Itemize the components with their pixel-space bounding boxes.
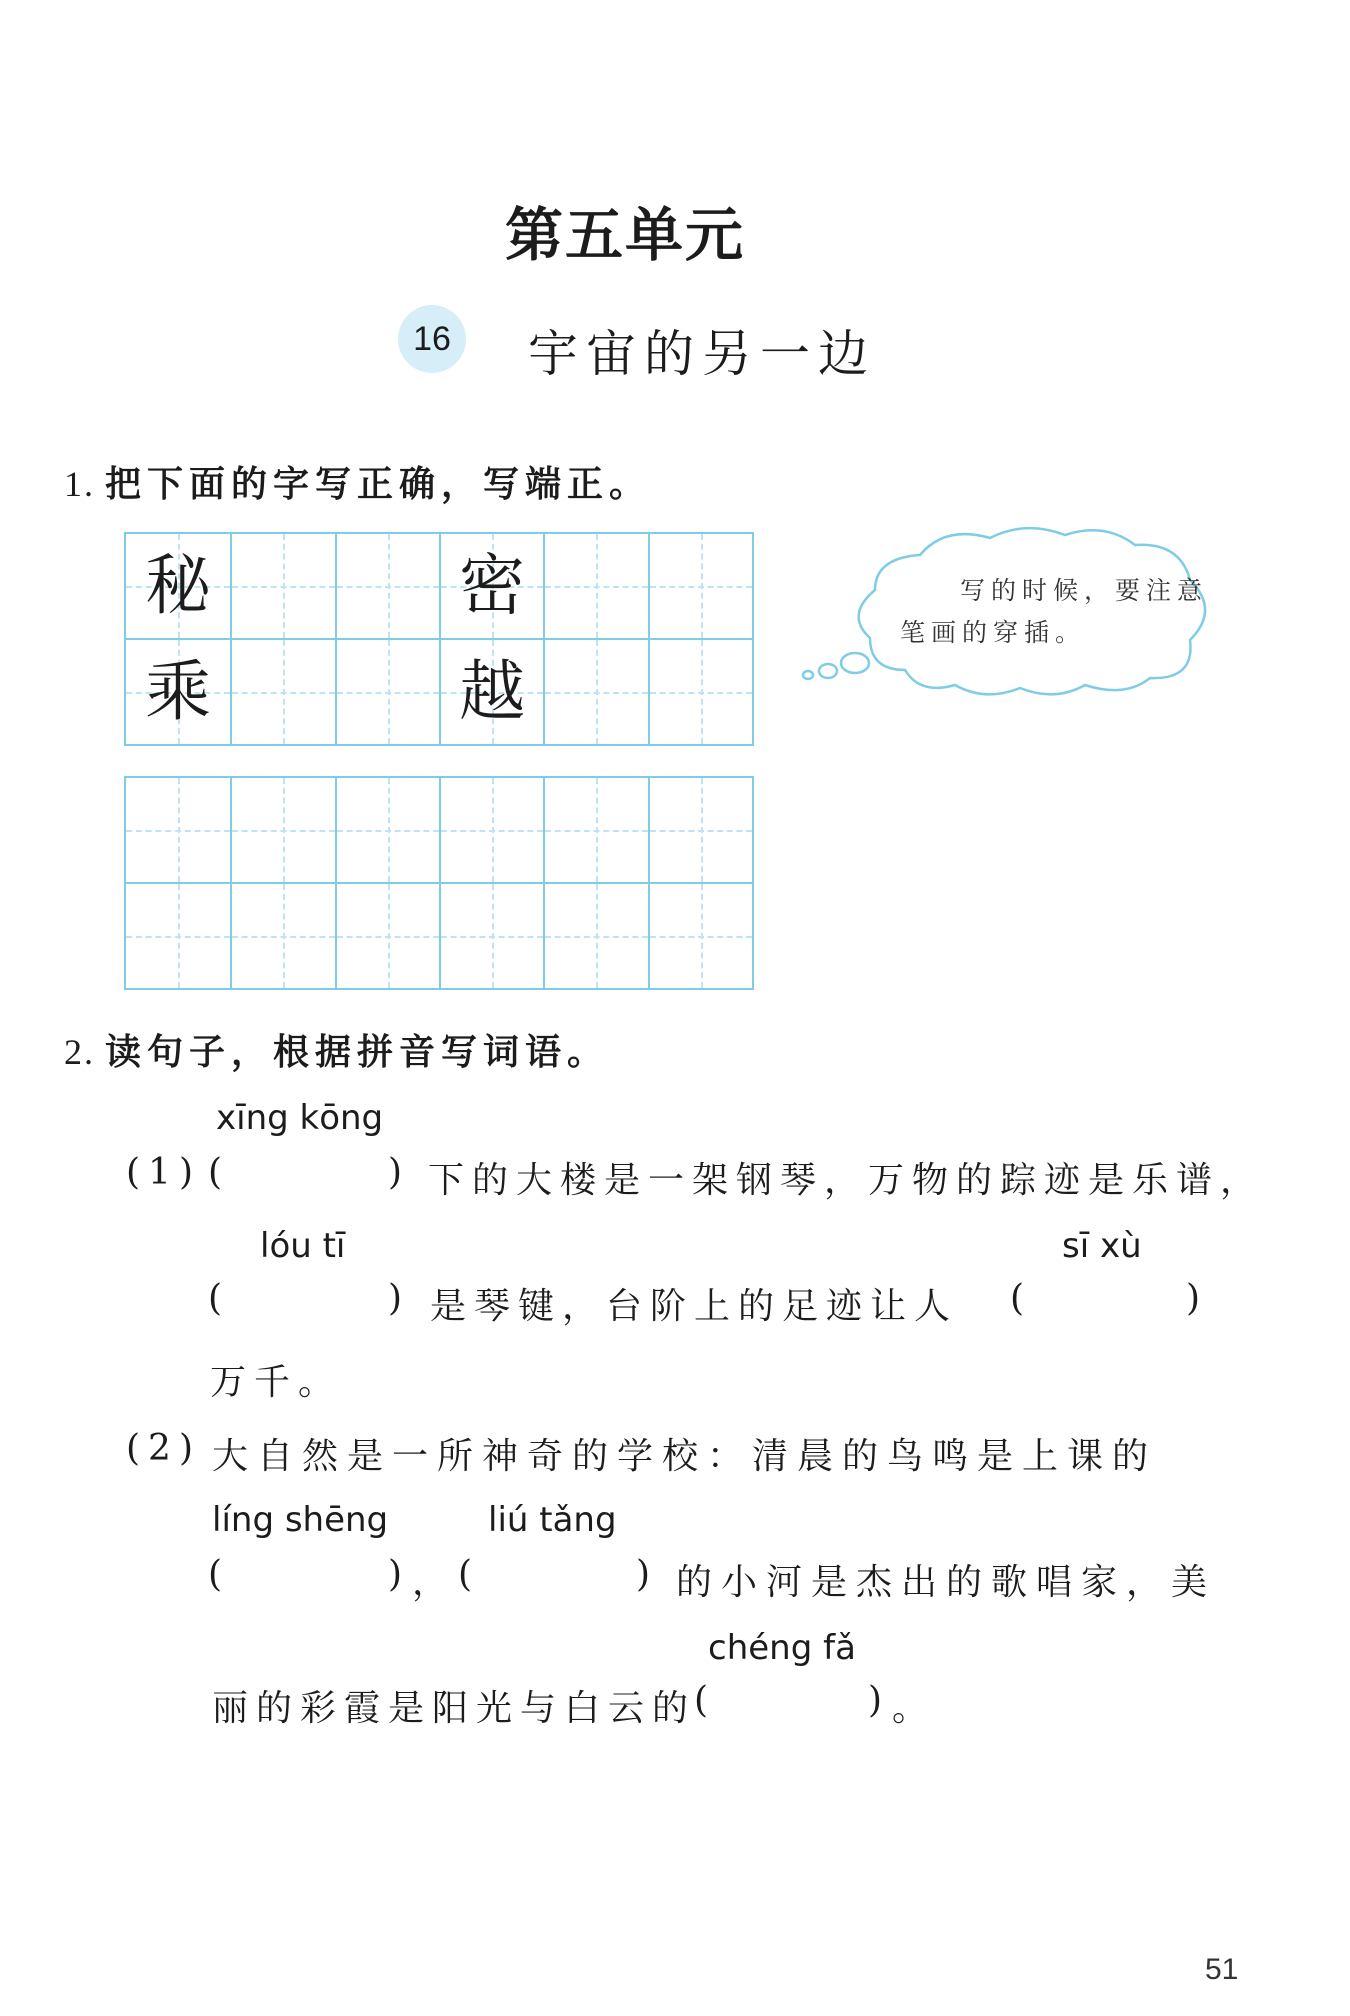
example-char: 乘 <box>145 653 212 730</box>
grid-cell[interactable] <box>335 884 439 988</box>
answer-blank-liutang[interactable] <box>478 1552 628 1598</box>
bubble-dot-large <box>841 653 869 673</box>
grid-cell[interactable] <box>126 884 230 988</box>
grid-row <box>126 882 752 988</box>
grid-cell[interactable] <box>126 778 230 882</box>
grid-row <box>126 534 752 638</box>
sentence-2c: 丽的彩霞是阳光与白云的 <box>212 1688 697 1729</box>
grid-cell[interactable] <box>439 778 543 882</box>
answer-blank-chengfa-close: ) <box>868 1680 883 1721</box>
grid-cell[interactable] <box>543 884 647 988</box>
grid-cell[interactable] <box>335 640 439 744</box>
pinyin-lingsheng: líng shēng <box>212 1500 389 1540</box>
answer-blank-sixu-open: ( <box>1010 1278 1025 1319</box>
page-number: 51 <box>1205 1953 1239 1986</box>
answer-blank-louti-open: ( <box>208 1278 223 1319</box>
answer-blank-xingkong-open: ( <box>208 1152 223 1193</box>
answer-blank-lingsheng-open: ( <box>208 1554 223 1595</box>
answer-blank-chengfa[interactable] <box>714 1678 864 1724</box>
grid-cell <box>439 534 543 638</box>
question-2-prompt: 读句子，根据拼音写词语。 <box>105 1031 610 1073</box>
grid-cell[interactable] <box>230 884 334 988</box>
grid-cell <box>439 640 543 744</box>
answer-blank-sixu[interactable] <box>1030 1276 1180 1322</box>
example-char: 秘 <box>145 547 212 624</box>
grid-cell[interactable] <box>230 534 334 638</box>
grid-cell[interactable] <box>543 778 647 882</box>
grid-cell[interactable] <box>648 640 752 744</box>
pinyin-louti: lóu tī <box>260 1226 346 1266</box>
example-char: 越 <box>459 653 526 730</box>
writing-grid-example <box>124 532 754 746</box>
answer-blank-chengfa-open: ( <box>694 1680 709 1721</box>
grid-cell[interactable] <box>230 778 334 882</box>
answer-blank-liutang-open: ( <box>458 1554 473 1595</box>
grid-cell[interactable] <box>648 534 752 638</box>
grid-cell[interactable] <box>543 640 647 744</box>
sentence-1b: 是琴键，台阶上的足迹让人 <box>430 1286 959 1327</box>
grid-cell[interactable] <box>335 778 439 882</box>
lesson-title: 宇宙的另一边 <box>528 325 876 383</box>
item-1-label: (1) <box>126 1152 201 1193</box>
grid-cell[interactable] <box>648 884 752 988</box>
answer-blank-sixu-close: ) <box>1186 1278 1201 1319</box>
grid-row <box>126 778 752 882</box>
grid-cell[interactable] <box>648 778 752 882</box>
answer-blank-lingsheng-close: ) <box>388 1554 403 1595</box>
pinyin-sixu: sī xù <box>1062 1226 1142 1266</box>
answer-blank-xingkong[interactable] <box>228 1150 378 1196</box>
answer-blank-louti-close: ) <box>388 1278 403 1319</box>
unit-title: 第五单元 <box>504 201 745 269</box>
grid-cell[interactable] <box>230 640 334 744</box>
grid-cell[interactable] <box>335 534 439 638</box>
lesson-number-badge: 16 <box>398 305 466 373</box>
bubble-dot-medium <box>819 664 837 678</box>
answer-blank-louti[interactable] <box>228 1276 378 1322</box>
answer-blank-lingsheng[interactable] <box>228 1552 378 1598</box>
pinyin-liutang: liú tǎng <box>488 1500 617 1540</box>
sentence-2b: 的小河是杰出的歌唱家，美 <box>676 1562 1217 1603</box>
answer-blank-liutang-close: ) <box>636 1554 651 1595</box>
bubble-dot-small <box>803 671 813 679</box>
grid-cell[interactable] <box>543 534 647 638</box>
pinyin-chengfa: chéng fǎ <box>708 1628 856 1668</box>
question-1-title <box>64 456 651 507</box>
sentence-2a: 大自然是一所神奇的学校：清晨的鸟鸣是上课的 <box>212 1436 1158 1477</box>
grid-cell[interactable] <box>439 884 543 988</box>
sentence-2b-separator: ， <box>412 1562 457 1603</box>
item-2-label: (2) <box>126 1428 201 1469</box>
answer-blank-xingkong-close: ) <box>388 1152 403 1193</box>
grid-cell <box>126 534 230 638</box>
writing-grid-practice <box>124 776 754 990</box>
example-char: 密 <box>459 547 526 624</box>
sentence-2c-end: 。 <box>892 1688 937 1729</box>
pinyin-xingkong: xīng kōng <box>216 1098 384 1138</box>
question-1-prompt: 把下面的字写正确，写端正。 <box>105 463 652 505</box>
bubble-tip-text: 写的时候，要注意笔画的穿插。 <box>900 576 1209 647</box>
question-2-number: 2. <box>64 1032 95 1072</box>
sentence-1c: 万千。 <box>210 1362 343 1403</box>
question-2-title <box>64 1024 609 1075</box>
grid-cell <box>126 640 230 744</box>
sentence-1a: 下的大楼是一架钢琴，万物的踪迹是乐谱， <box>428 1160 1265 1201</box>
grid-row <box>126 638 752 744</box>
question-1-number: 1. <box>64 464 95 504</box>
